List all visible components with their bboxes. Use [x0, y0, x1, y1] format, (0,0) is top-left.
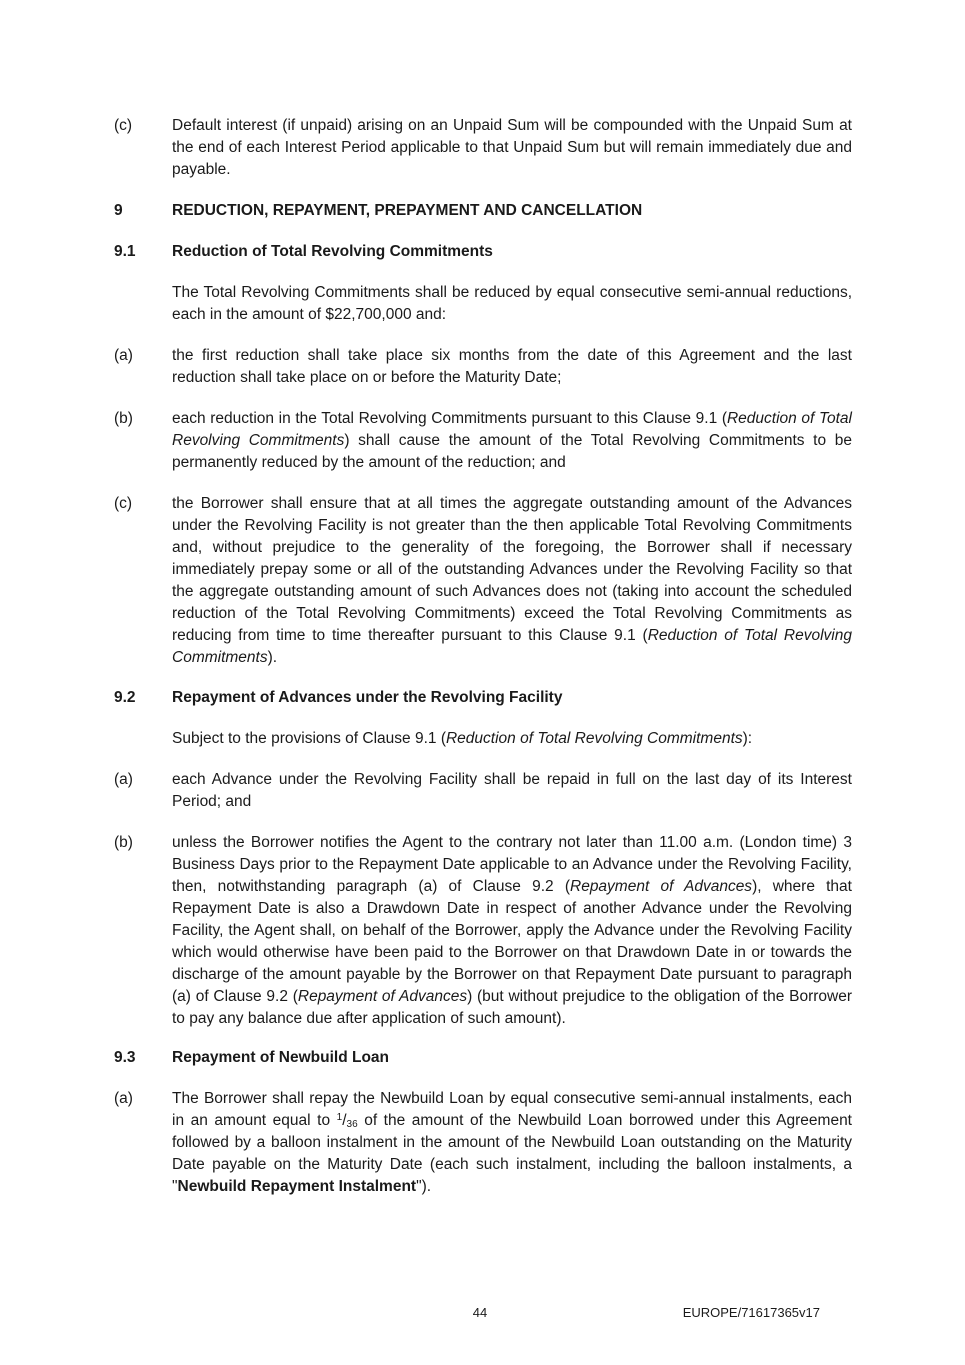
italic-reference: Reduction of Total Revolving Commitments — [445, 730, 743, 747]
paragraph-text: Default interest (if unpaid) arising on an Unpaid Sum will be compounded with the Unpaid Sum at the end of each Interest Period applicable to that Unpaid Sum but will remain immediately due and payable. — [172, 117, 852, 178]
clause-9-1-intro — [114, 282, 852, 326]
text-run: Subject to the provisions of Clause 9.1 ( — [172, 730, 446, 747]
paragraph-9-2-b — [114, 832, 852, 1030]
text-run: ) (but without prejudice to the obligation of the Borrower to pay any balance due after application of such amount). — [172, 988, 852, 1027]
italic-reference: Repayment of Advances — [297, 988, 468, 1005]
fraction-numerator: 1 — [336, 1112, 343, 1123]
clause-number: 9.1 — [114, 243, 136, 260]
defined-term: Newbuild Repayment Instalment — [177, 1178, 417, 1195]
paragraph-text: each Advance under the Revolving Facility shall be repaid in full on the last day of its Interest Period; and — [172, 771, 852, 810]
clause-9-2-intro — [114, 728, 852, 750]
text-run: ), where that Repayment Date is also a Drawdown Date in respect of another Advance under the Revolving Facility, the Agent shall, on behalf of the Borrower, apply the Advance under the Revolving Facility which would otherwise have been paid to the Borrower on that Drawdown Date in or towards the discharge of the amount payable by the Borrower on that Repayment Date pursuant to paragraph (a) of Clause 9.2 ( — [172, 878, 852, 1005]
text-run: each reduction in the Total Revolving Commitments pursuant to this Clause 9.1 ( — [172, 410, 727, 427]
text-run: ). — [267, 649, 278, 666]
section-title: REDUCTION, REPAYMENT, PREPAYMENT AND CANCELLATION — [172, 202, 643, 219]
paragraph-text: the first reduction shall take place six months from the date of this Agreement and the last reduction shall take place on or before the Maturity Date; — [172, 347, 852, 386]
paragraph-8c — [114, 115, 852, 181]
paragraph-9-3-a — [114, 1088, 852, 1198]
paragraph-text: The Borrower shall repay the Newbuild Loan by equal consecutive semi-annual instalments, each in an amount equal to $^1/_{36}$ of the amount of the Newbuild Loan borrowed under this Agreement followed by a balloon instalment in the amount of the Newbuild Loan outstanding on the Maturity Date payable on the Maturity Date (each such instalment, including the balloon instalments, a "Newbuild Repayment Instalment"). — [172, 1090, 852, 1195]
paragraph-number: (a) — [114, 1090, 133, 1107]
text-run: unless the Borrower notifies the Agent to the contrary not later than 11.00 a.m. (London time) 3 Business Days prior to the Repayment Date applicable to an Advance under the Revolving Facility, then, notwithstanding paragraph (a) of Clause 9.2 ( — [172, 834, 852, 895]
clause-title: Repayment of Newbuild Loan — [172, 1049, 390, 1066]
fraction-denominator: 36 — [346, 1119, 358, 1130]
paragraph-number: (a) — [114, 347, 133, 364]
text-run: of the amount of the Newbuild Loan borrowed under this Agreement followed by a balloon instalment in the amount of the Newbuild Loan outstanding on the Maturity Date payable on the Maturity Date (each such instalment, including the balloon instalments, a " — [172, 1112, 852, 1195]
paragraph-text — [172, 408, 852, 474]
paragraph-9-1-c — [114, 493, 852, 669]
italic-reference: Repayment of Advances — [570, 878, 753, 895]
paragraph-number: (b) — [114, 410, 133, 427]
paragraph-text — [172, 493, 852, 669]
paragraph-number: (b) — [114, 834, 133, 851]
text-run: the Borrower shall ensure that at all times the aggregate outstanding amount of the Advances under the Revolving Facility is not greater than the then applicable Total Revolving Commitments and, without prejudice to the generality of the foregoing, the Borrower shall if necessary immediately prepay some or all of the outstanding Advances under the Revolving Facility so that the aggregate outstanding amount of such Advances does not (taking into account the scheduled reduction of the Total Revolving Commitments) exceed the Total Revolving Commitments as reducing from time to time thereafter pursuant to this Clause 9.1 ( — [172, 495, 852, 644]
clause-heading-9-3 — [114, 1047, 852, 1069]
clause-title: Repayment of Advances under the Revolving Facility — [172, 689, 563, 706]
paragraph-9-2-a — [114, 769, 852, 813]
clause-heading-9-1 — [114, 241, 852, 263]
paragraph-9-1-a — [114, 345, 852, 389]
clause-heading-9-2 — [114, 687, 852, 709]
clause-number: 9.3 — [114, 1049, 136, 1066]
italic-reference: Reduction of Total Revolving Commitments — [172, 627, 852, 666]
text-run: ): — [742, 730, 753, 747]
italic-reference: Reduction of Total Revolving Commitments — [172, 410, 853, 449]
text-run: "). — [416, 1178, 432, 1195]
paragraph-text — [172, 832, 852, 1030]
clause-number: 9.2 — [114, 689, 136, 706]
paragraph-number: (a) — [114, 771, 133, 788]
document-reference: EUROPE/71617365v17 — [682, 1305, 820, 1320]
paragraph-number: (c) — [114, 117, 133, 134]
paragraph-text — [172, 728, 852, 750]
section-heading-9 — [114, 200, 852, 222]
section-number: 9 — [114, 202, 123, 219]
paragraph-number: (c) — [114, 495, 133, 512]
text-run: ) shall cause the amount of the Total Revolving Commitments to be permanently reduced by the amount of the reduction; and — [172, 432, 853, 471]
text-run: The Borrower shall repay the Newbuild Loan by equal consecutive semi-annual instalments, each in an amount equal to — [172, 1090, 852, 1129]
paragraph-9-1-b — [114, 408, 852, 474]
clause-title: Reduction of Total Revolving Commitments — [172, 243, 493, 260]
paragraph-text: The Total Revolving Commitments shall be reduced by equal consecutive semi-annual reductions, each in the amount of $22,700,000 and: — [172, 284, 852, 323]
page-number: 44 — [472, 1305, 488, 1320]
